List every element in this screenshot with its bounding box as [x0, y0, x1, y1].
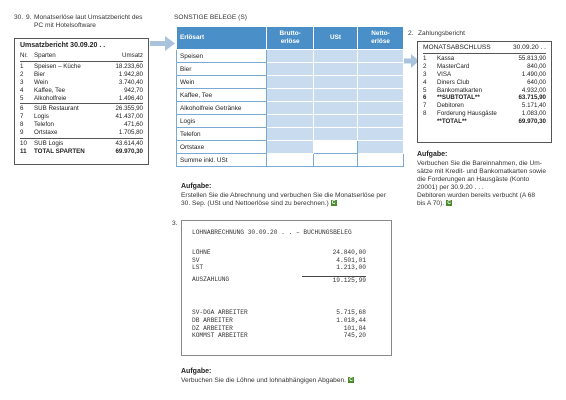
ust-input[interactable]	[313, 102, 357, 115]
erloesart-cell: Wein	[177, 76, 267, 89]
row-label: Wein	[34, 78, 48, 86]
row-amount: 26.355,90	[115, 105, 143, 113]
row-label: MasterCard	[437, 62, 470, 70]
netto-input[interactable]	[358, 115, 404, 128]
brutto-input[interactable]	[267, 76, 314, 89]
row-label: Speisen – Küche	[34, 62, 81, 70]
row-nr: 4	[20, 86, 24, 94]
lohn-line	[192, 317, 381, 325]
zahlung-title: Zahlungsbericht	[418, 30, 465, 37]
table-row	[20, 71, 143, 79]
ust-input[interactable]	[313, 141, 357, 154]
ust-input[interactable]	[313, 115, 357, 128]
aufgabe-line: Verbuchen Sie die Bareinnahmen, die Um-	[417, 160, 542, 167]
row-nr: 8	[423, 110, 427, 118]
lohn-label: LST	[192, 264, 204, 272]
table-row	[177, 50, 404, 63]
row-label: Forderung Hausgäste	[437, 110, 497, 118]
erloesart-cell: Bier	[177, 63, 267, 76]
row-amount: 4.932,00	[521, 86, 546, 94]
monatsabschluss-date: 30.09.20 . .	[513, 44, 546, 51]
col-netto: Netto- erlöse	[358, 27, 404, 50]
lohn-number: 3.	[172, 220, 178, 227]
row-label: Bankomatkarten	[437, 86, 483, 94]
col-nr: Nr.	[20, 52, 28, 59]
lohn-line	[192, 249, 381, 257]
col-sparten: Sparten	[34, 52, 56, 59]
table-row	[423, 55, 546, 63]
belege-aufgabe-line2: 30. Sep. (USt und Nettoerlöse sind zu berechnen.) C	[181, 200, 336, 207]
zahlung-number: 2.	[408, 30, 414, 37]
brutto-input[interactable]	[267, 50, 314, 63]
table-row	[20, 121, 143, 129]
table-row	[177, 115, 404, 128]
row-amount: 69.970,30	[518, 118, 546, 126]
erloesart-cell: Summe inkl. USt	[177, 154, 267, 167]
table-row	[423, 79, 546, 87]
table-row	[423, 102, 546, 110]
col-ust: USt	[313, 27, 357, 50]
row-amount: 942,70	[124, 86, 143, 94]
netto-input[interactable]	[358, 76, 404, 89]
lohn-value: 4.501,01	[336, 256, 366, 264]
row-amount: 1.490,00	[521, 70, 546, 78]
table-row	[20, 95, 143, 103]
row-amount: 1.705,80	[118, 129, 143, 137]
row-amount: 1.496,40	[118, 94, 143, 102]
row-label: SUB Restaurant	[34, 105, 79, 113]
row-label: **TOTAL**	[437, 118, 467, 126]
row-nr: 6	[423, 94, 427, 102]
lohn-label: DZ ARBEITER	[192, 324, 233, 332]
erloesart-cell: Logis	[177, 115, 267, 128]
row-amount: 1.942,80	[118, 70, 143, 78]
badge-c-icon: C	[349, 377, 353, 384]
row-label: **SUBTOTAL**	[437, 94, 480, 102]
row-amount: 1.083,00	[521, 110, 546, 118]
row-amount: 640,00	[527, 78, 546, 86]
table-row	[20, 79, 143, 87]
umsatzbericht-box	[14, 38, 149, 165]
table-row	[177, 102, 404, 115]
lohnabrechnung-box	[181, 220, 392, 356]
row-label: Diners Club	[437, 78, 470, 86]
col-erloesart: Erlösart	[177, 27, 267, 50]
row-label: Kaffee, Tee	[34, 86, 66, 94]
row-nr: 3	[423, 70, 427, 78]
aufgabe-line: sätze mit Kredit- und Bankomatkarten sowie	[417, 168, 547, 175]
row-nr: 1	[20, 62, 24, 70]
col-brutto: Brutto- erlöse	[267, 27, 314, 50]
lohn-line	[192, 325, 381, 333]
task-number: 30.	[14, 14, 24, 21]
lohn-line	[192, 309, 381, 317]
table-row	[177, 141, 404, 154]
lohn-aufgabe-text: Verbuchen Sie die Löhne und lohnabhängigen Abgaben. C	[181, 377, 353, 384]
lohn-line	[192, 332, 381, 340]
row-label: Ortstaxe	[34, 129, 58, 137]
arrow-right-icon	[150, 36, 176, 52]
row-label: Logis	[34, 113, 49, 121]
row-amount: 3.740,40	[118, 78, 143, 86]
monatsabschluss-title: MONATSABSCHLUSS	[423, 44, 491, 51]
aufgabe-line: die Forderungen an Hausgäste (Konto	[417, 176, 530, 183]
table-row	[423, 118, 546, 126]
lohn-label: SV	[192, 256, 200, 264]
ust-input[interactable]	[313, 76, 357, 89]
table-row	[20, 140, 143, 148]
lohn-title: LOHNABRECHNUNG 30.09.20 . . – BUCHUNGSBELEG	[192, 229, 352, 236]
lohn-line	[192, 264, 381, 272]
table-row	[20, 105, 143, 113]
row-nr: 6	[20, 105, 24, 113]
table-row	[177, 89, 404, 102]
ust-input[interactable]	[313, 128, 357, 141]
row-amount: 840,00	[527, 62, 546, 70]
belege-aufgabe-label: Aufgabe:	[181, 183, 212, 190]
row-nr: 2	[20, 70, 24, 78]
erloesart-cell: Ortstaxe	[177, 141, 267, 154]
badge-c-icon: C	[331, 200, 336, 207]
aufgabe-line: Debitoren wurden bereits verbucht (A 68	[417, 192, 536, 199]
monatsabschluss-box	[417, 41, 552, 143]
ust-input[interactable]	[313, 50, 357, 63]
row-amount: 471,60	[124, 121, 143, 129]
belege-aufgabe-line1: Erstellen Sie die Abrechnung und verbuchen Sie die Monatserlöse per	[181, 192, 386, 199]
row-nr: 8	[20, 121, 24, 129]
brutto-input[interactable]	[267, 141, 314, 154]
zahlung-aufgabe-label: Aufgabe:	[417, 151, 448, 158]
row-amount: 18.233,60	[115, 62, 143, 70]
table-row	[423, 110, 546, 118]
brutto-input[interactable]	[267, 154, 314, 167]
row-amount: 5.171,40	[521, 102, 546, 110]
col-umsatz: Umsatz	[122, 52, 143, 59]
row-nr: 1	[423, 54, 427, 62]
table-row	[20, 63, 143, 71]
lohn-label: SV-DGA ARBEITER	[192, 309, 248, 317]
table-row	[177, 154, 404, 167]
netto-input[interactable]	[358, 63, 404, 76]
table-row	[177, 76, 404, 89]
netto-input[interactable]	[358, 141, 404, 154]
lohn-value: 1.018,44	[336, 316, 366, 324]
row-label: Alkoholfreie	[34, 94, 67, 102]
table-row	[20, 129, 143, 137]
lohn-label: KOMMST ARBEITER	[192, 332, 248, 340]
table-row	[20, 113, 143, 121]
row-nr: 7	[423, 102, 427, 110]
row-label: SUB Logis	[34, 140, 64, 148]
row-nr: 5	[20, 94, 24, 102]
netto-input[interactable]	[358, 50, 404, 63]
table-row	[177, 128, 404, 141]
row-nr: 11	[20, 147, 27, 155]
row-nr: 10	[20, 140, 27, 148]
table-row	[423, 71, 546, 79]
lohn-value: 24.840,00	[332, 249, 366, 256]
row-amount: 55.813,90	[518, 54, 546, 62]
lohn-value: 19.125,99	[302, 276, 366, 285]
erloesart-cell: Telefon	[177, 128, 267, 141]
row-label: Debitoren	[437, 102, 464, 110]
row-nr: 4	[423, 78, 427, 86]
table-row	[20, 87, 143, 95]
row-label: VISA	[437, 70, 452, 78]
badge-c-icon: C	[447, 200, 451, 207]
aufgabe-line: 20001) per 30.9.20 . . .	[417, 184, 484, 191]
row-label: TOTAL SPARTEN	[34, 147, 85, 155]
lohn-label: AUSZAHLUNG	[192, 275, 230, 283]
lohn-value: 1.213,00	[336, 264, 366, 272]
row-nr: 7	[20, 113, 24, 121]
ust-input[interactable]	[313, 63, 357, 76]
table-row	[177, 63, 404, 76]
brutto-input[interactable]	[267, 63, 314, 76]
lohn-label: DB ARBEITER	[192, 316, 233, 324]
lohn-line	[192, 257, 381, 265]
brutto-input[interactable]	[267, 128, 314, 141]
lohn-line	[192, 276, 381, 285]
lohn-aufgabe-label: Aufgabe:	[181, 368, 212, 375]
zahlung-aufgabe-text	[417, 160, 557, 208]
netto-input[interactable]	[358, 89, 404, 102]
caption-line1: Monatserlöse laut Umsatzbericht des	[34, 14, 143, 21]
aufgabe-line: bis A 70).	[417, 200, 445, 207]
row-nr: 2	[423, 62, 427, 70]
row-nr: 3	[20, 78, 24, 86]
netto-input[interactable]	[358, 128, 404, 141]
umsatzbericht-title: Umsatzbericht 30.09.20 . .	[20, 42, 106, 49]
lohn-label: LÖHNE	[192, 249, 211, 256]
lohn-value: 101,84	[343, 324, 366, 332]
ust-input[interactable]	[313, 154, 357, 167]
row-amount: 69.970,30	[115, 147, 143, 155]
erloesart-cell: Kaffee, Tee	[177, 89, 267, 102]
brutto-input[interactable]	[267, 115, 314, 128]
row-nr: 9	[20, 129, 24, 137]
row-label: Kassa	[437, 54, 455, 62]
ust-input[interactable]	[313, 89, 357, 102]
row-amount: 43.614,40	[115, 140, 143, 148]
table-row	[20, 148, 143, 156]
lohn-value: 745,20	[343, 332, 366, 340]
table-row	[423, 94, 546, 102]
table-row	[423, 87, 546, 95]
brutto-input[interactable]	[267, 89, 314, 102]
row-label: Bier	[34, 70, 46, 78]
row-nr: 5	[423, 86, 427, 94]
netto-input[interactable]	[358, 102, 404, 115]
erloesart-cell: Speisen	[177, 50, 267, 63]
row-amount: 63.715,90	[518, 94, 546, 102]
subtask-number: 9.	[26, 14, 32, 21]
row-amount: 41.437,00	[115, 113, 143, 121]
caption-line2: PC mit Hotelsoftware	[34, 22, 96, 29]
lohn-value: 5.715,68	[336, 309, 366, 317]
table-row	[423, 63, 546, 71]
erloesart-cell: Alkoholfreie Getränke	[177, 102, 267, 115]
netto-input[interactable]	[358, 154, 404, 167]
brutto-input[interactable]	[267, 102, 314, 115]
belege-title: SONSTIGE BELEGE (S)	[174, 14, 247, 21]
belege-table	[176, 26, 404, 167]
row-label: Telefon	[34, 121, 54, 129]
